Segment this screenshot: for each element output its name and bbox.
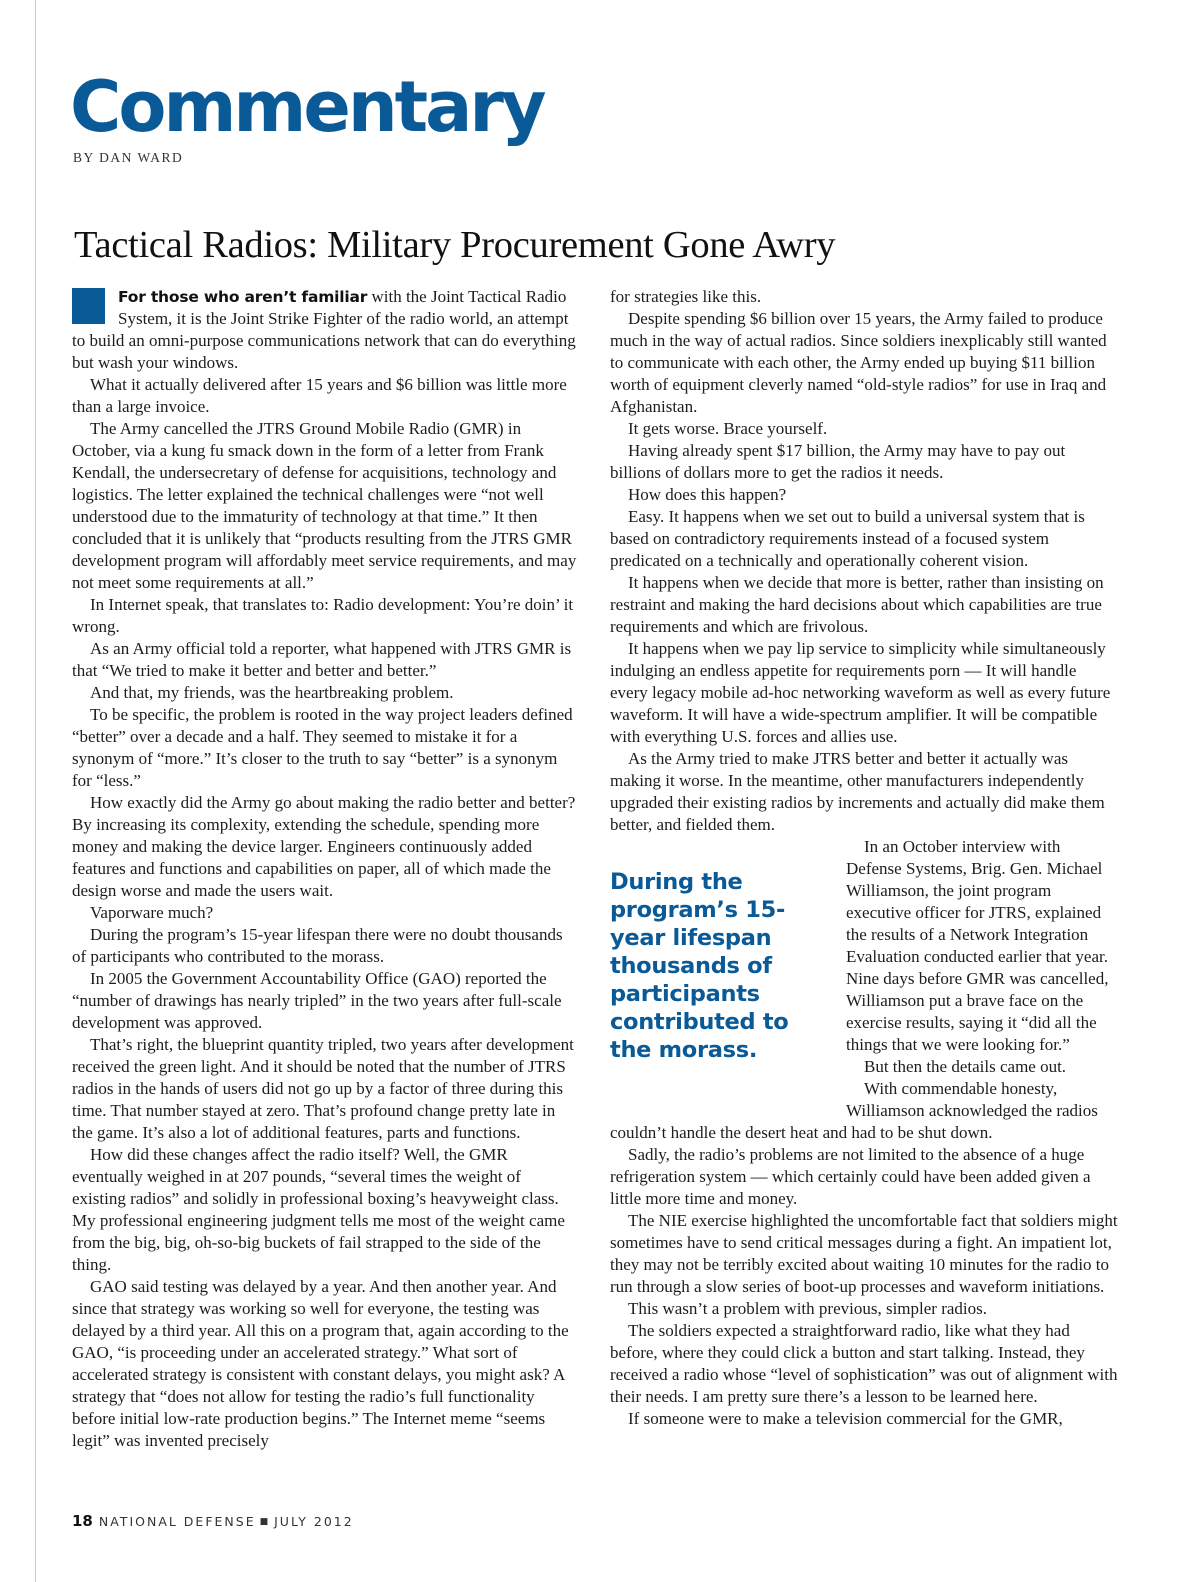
article-paragraph: In an October interview with Defense Systems, Brig. Gen. Michael Williamson, the joint program executive officer for JTRS, explained the results of a Network Integration Evaluation conducted earlier that year. Nine days before GMR was cancelled, Williamson put a brave face on the exercise results, saying it “did all the things that we were looking for.”: [846, 837, 1109, 1054]
drop-square-ornament: [72, 288, 105, 324]
article-paragraph: How did these changes affect the radio itself? Well, the GMR eventually weighed in at 207 pounds, “several times the weight of existing radios” and solidly in professional boxing’s heavyweight class. My professional engineering judgment tells me most of the weight came from the big, big, oh-so-big buckets of fail strapped to the side of the thing.: [72, 1145, 565, 1274]
article-lead-paragraph: [72, 286, 578, 374]
article-paragraph: Having already spent $17 billion, the Army may have to pay out billions of dollars more to get the radios it needs.: [610, 441, 1066, 482]
page-footer: [72, 1512, 354, 1530]
article-paragraph: If someone were to make a television commercial for the GMR,: [628, 1409, 1063, 1428]
pull-quote: During the program’s 15-year lifespan thousands of participants contributed to the morass.: [610, 869, 789, 1063]
article-paragraph: And that, my friends, was the heartbreaking problem.: [90, 683, 454, 702]
article-paragraph: That’s right, the blueprint quantity tripled, two years after development received the green light. And it should be noted that the number of JTRS radios in the hands of users did not go up by a factor of three during this time. That number stayed at zero. That’s profound change pretty late in the game. It’s also a lot of additional features, parts and functions.: [72, 1035, 574, 1142]
article-paragraph: It happens when we pay lip service to simplicity while simultaneously indulging an endless appetite for requirements porn — It will handle every legacy mobile ad-hoc networking waveform as well as every future waveform. It will have a wide-spectrum amplifier. It will be compatible with everything U.S. forces and allies use.: [610, 639, 1111, 746]
article-column-right: [610, 286, 1118, 1430]
article-paragraph: Easy. It happens when we set out to build a universal system that is based on contradictory requirements instead of a focused system predicated on a technically and operationally coherent vision.: [610, 507, 1085, 570]
article-paragraph: It gets worse. Brace yourself.: [628, 419, 828, 438]
page-gutter-rule: [35, 0, 36, 1582]
article-paragraph: What it actually delivered after 15 years and $6 billion was little more than a large invoice.: [72, 375, 567, 416]
article-paragraph: But then the details came out.: [864, 1057, 1067, 1076]
article-paragraph: To be specific, the problem is rooted in the way project leaders defined “better” over a decade and a half. They seemed to mistake it for a synonym of “more.” It’s closer to the truth to say “better” is a synonym for “less.”: [72, 705, 573, 790]
article-continuation: for strategies like this.: [610, 287, 762, 306]
article-paragraph: The Army cancelled the JTRS Ground Mobile Radio (GMR) in October, via a kung fu smack down in the form of a letter from Frank Kendall, the undersecretary of defense for acquisitions, technology and logistics. The letter explained the technical challenges were “not well understood due to the immaturity of technology at that time.” It then concluded that it is unlikely that “products resulting from the JTRS GMR development program will affordably meet service requirements, and may not meet some requirements at all.”: [72, 419, 577, 592]
article-paragraph: It happens when we decide that more is better, rather than insisting on restraint and making the hard decisions about which capabilities are true requirements and which are frivolous.: [610, 573, 1104, 636]
article-lead-text: with the Joint Tactical Radio System, it is the Joint Strike Fighter of the radio world, an attempt to build an omni-purpose communications network that can do everything but wash your windows.: [72, 287, 576, 372]
article-paragraph: How exactly did the Army go about making the radio better and better? By increasing its complexity, extending the schedule, spending more money and making the device larger. Engineers continuously added features and functions and capabilities on paper, all of which made the design worse and made the users wait.: [72, 793, 576, 900]
article-paragraph: How does this happen?: [628, 485, 787, 504]
byline: BY DAN WARD: [73, 150, 184, 165]
article-paragraph: As the Army tried to make JTRS better and better it actually was making it worse. In the meantime, other manufacturers independently upgraded their existing radios by increments and actually did make them better, and fielded them.: [610, 749, 1105, 834]
article-paragraph: Sadly, the radio’s problems are not limited to the absence of a huge refrigeration system — which certainly could have been added given a little more time and money.: [610, 1145, 1091, 1208]
article-paragraph: As an Army official told a reporter, what happened with JTRS GMR is that “We tried to make it better and better and better.”: [72, 639, 572, 680]
article-headline: Tactical Radios: Military Procurement Gone Awry: [74, 224, 836, 266]
article-paragraph: Despite spending $6 billion over 15 years, the Army failed to produce much in the way of actual radios. Since soldiers inexplicably still wanted to communicate with each other, the Army ended up buying $11 billion worth of equipment cleverly named “old-style radios” for use in Iraq and Afghanistan.: [610, 309, 1107, 416]
article-paragraph: GAO said testing was delayed by a year. And then another year. And since that strategy was working so well for everyone, the testing was delayed by a third year. All this on a program that, again according to the GAO, “is proceeding under an accelerated strategy.” What sort of accelerated strategy is consistent with constant delays, you might ask? A strategy that “does not allow for testing the radio’s full functionality before initial low-rate production begins.” The Internet meme “seems legit” was invented precisely: [72, 1277, 569, 1450]
article-paragraph: This wasn’t a problem with previous, simpler radios.: [628, 1299, 987, 1318]
article-paragraph: During the program’s 15-year lifespan there were no doubt thousands of participants who contributed to the morass.: [72, 925, 563, 966]
article-paragraph: In Internet speak, that translates to: Radio development: You’re doin’ it wrong.: [72, 595, 574, 636]
article-paragraph: In 2005 the Government Accountability Office (GAO) reported the “number of drawings has nearly tripled” in the two years after full-scale development was approved.: [72, 969, 562, 1032]
article-column-left: [72, 286, 578, 1452]
footer-separator: ■: [259, 1517, 271, 1527]
page-number: 18: [72, 1512, 93, 1530]
article-paragraph: Vaporware much?: [90, 903, 214, 922]
article-paragraph: With commendable honesty, Williamson acknowledged the radios couldn’t handle the desert heat and had to be shut down.: [610, 1079, 1098, 1142]
article-paragraph: The soldiers expected a straightforward radio, like what they had before, where they could click a button and start talking. Instead, they received a radio whose “level of sophistication” was out of alignment with their needs. I am pretty sure there’s a lesson to be learned here.: [610, 1321, 1118, 1406]
issue-date: JULY 2012: [274, 1514, 354, 1529]
article-paragraph: The NIE exercise highlighted the uncomfortable fact that soldiers might sometimes have to send critical messages during a fight. An impatient lot, they may not be terribly excited about waiting 10 minutes for the radio to run through a slow series of boot-up processes and waveform initiations.: [610, 1211, 1118, 1296]
publication-name: NATIONAL DEFENSE: [98, 1514, 256, 1529]
section-title: Commentary: [70, 66, 544, 148]
article-lead-in: For those who aren’t familiar: [118, 288, 368, 306]
